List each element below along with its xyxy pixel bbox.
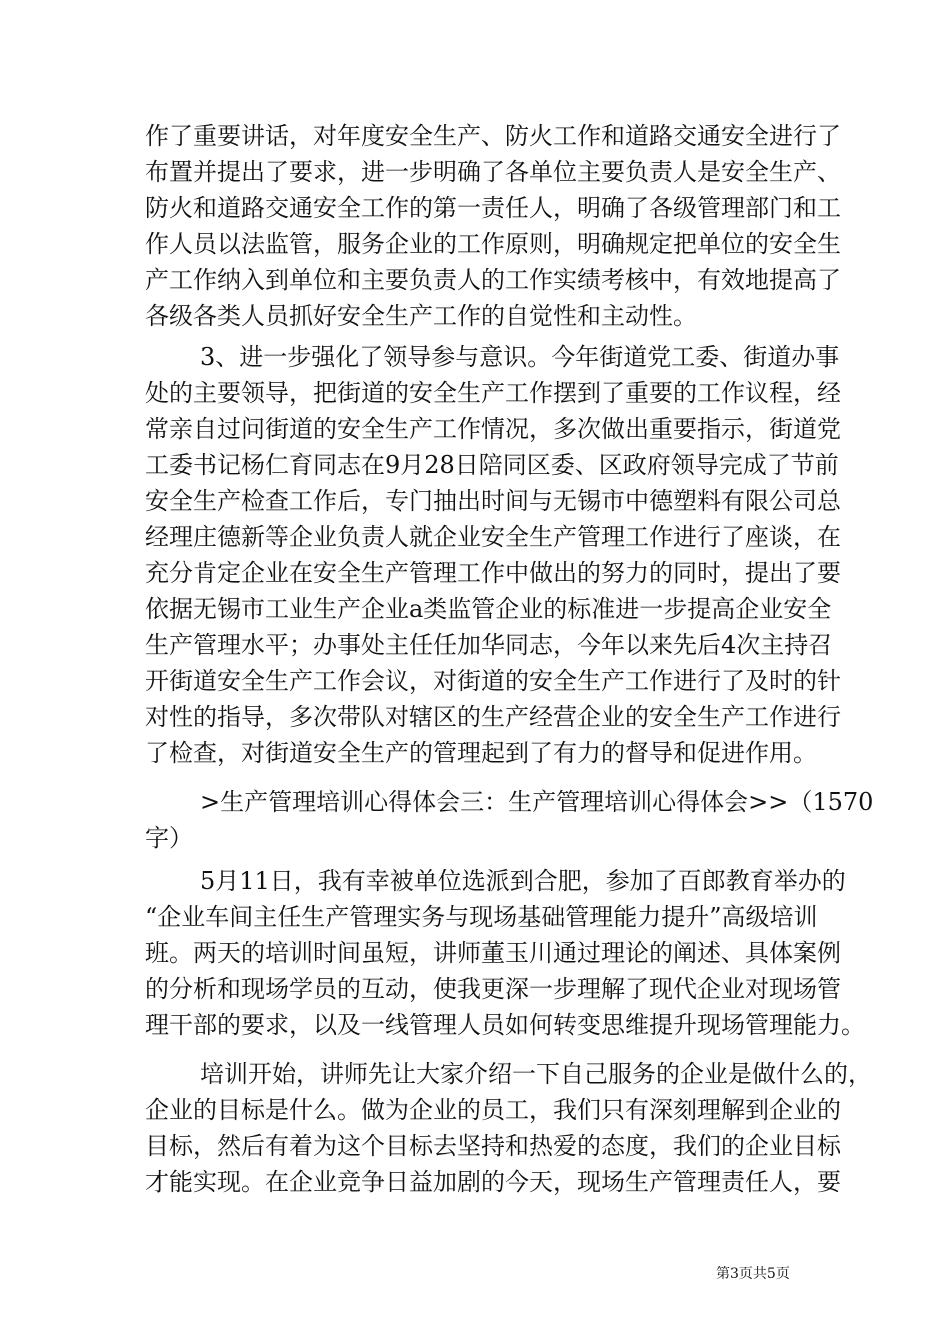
text-line: 工委书记杨仁育同志在9月28日陪同区委、区政府领导完成了节前 (145, 451, 839, 479)
text-line: 才能实现。在企业竞争日益加剧的今天，现场生产管理责任人，要 (145, 1168, 841, 1196)
text-line: 企业的目标是什么。做为企业的员工，我们只有深刻理解到企业的 (145, 1096, 841, 1124)
section-heading: 字） (145, 824, 193, 852)
text-line: 理干部的要求，以及一线管理人员如何转变思维提升现场管理能力。 (145, 1011, 865, 1039)
text-line: 各级各类人员抓好安全生产工作的自觉性和主动性。 (145, 302, 697, 330)
text-line: 处的主要领导，把街道的安全生产工作摆到了重要的工作议程，经 (145, 379, 841, 407)
text-line: 5月11日，我有幸被单位选派到合肥，参加了百郎教育举办的 (200, 867, 846, 895)
text-line: 生产管理水平；办事处主任任加华同志，今年以来先后4次主持召 (145, 631, 833, 659)
text-line: 开街道安全生产工作会议，对街道的安全生产工作进行了及时的针 (145, 667, 841, 695)
text-line: 常亲自过问街道的安全生产工作情况，多次做出重要指示，街道党 (145, 415, 841, 443)
text-line: 作了重要讲话，对年度安全生产、防火工作和道路交通安全进行了 (145, 122, 841, 150)
text-line: 目标，然后有着为这个目标去坚持和热爱的态度，我们的企业目标 (145, 1132, 841, 1160)
text-line: 安全生产检查工作后，专门抽出时间与无锡市中德塑料有限公司总 (145, 487, 841, 515)
text-line: 经理庄德新等企业负责人就企业安全生产管理工作进行了座谈，在 (145, 523, 841, 551)
text-line: 培训开始，讲师先让大家介绍一下自己服务的企业是做什么的， (200, 1060, 872, 1088)
text-line: 依据无锡市工业生产企业a类监管企业的标准进一步提高企业安全 (145, 595, 832, 623)
text-line: 班。两天的培训时间虽短，讲师董玉川通过理论的阐述、具体案例 (145, 939, 841, 967)
text-line: 防火和道路交通安全工作的第一责任人，明确了各级管理部门和工 (145, 194, 841, 222)
text-line: 对性的指导，多次带队对辖区的生产经营企业的安全生产工作进行 (145, 703, 841, 731)
section-heading: >生产管理培训心得体会三：生产管理培训心得体会>>（1570 (200, 788, 874, 816)
text-line: “企业车间主任生产管理实务与现场基础管理能力提升”高级培训 (145, 903, 818, 931)
text-line: 3、进一步强化了领导参与意识。今年街道党工委、街道办事 (200, 343, 840, 371)
text-line: 产工作纳入到单位和主要负责人的工作实绩考核中，有效地提高了 (145, 266, 841, 294)
text-line: 充分肯定企业在安全生产管理工作中做出的努力的同时，提出了要 (145, 559, 841, 587)
text-line: 作人员以法监管，服务企业的工作原则，明确规定把单位的安全生 (145, 230, 841, 258)
page-indicator: 第3页共5页 (716, 1266, 790, 1282)
text-line: 了检查，对街道安全生产的管理起到了有力的督导和促进作用。 (145, 739, 817, 767)
text-line: 布置并提出了要求，进一步明确了各单位主要负责人是安全生产、 (145, 158, 841, 186)
text-line: 的分析和现场学员的互动，使我更深一步理解了现代企业对现场管 (145, 975, 841, 1003)
